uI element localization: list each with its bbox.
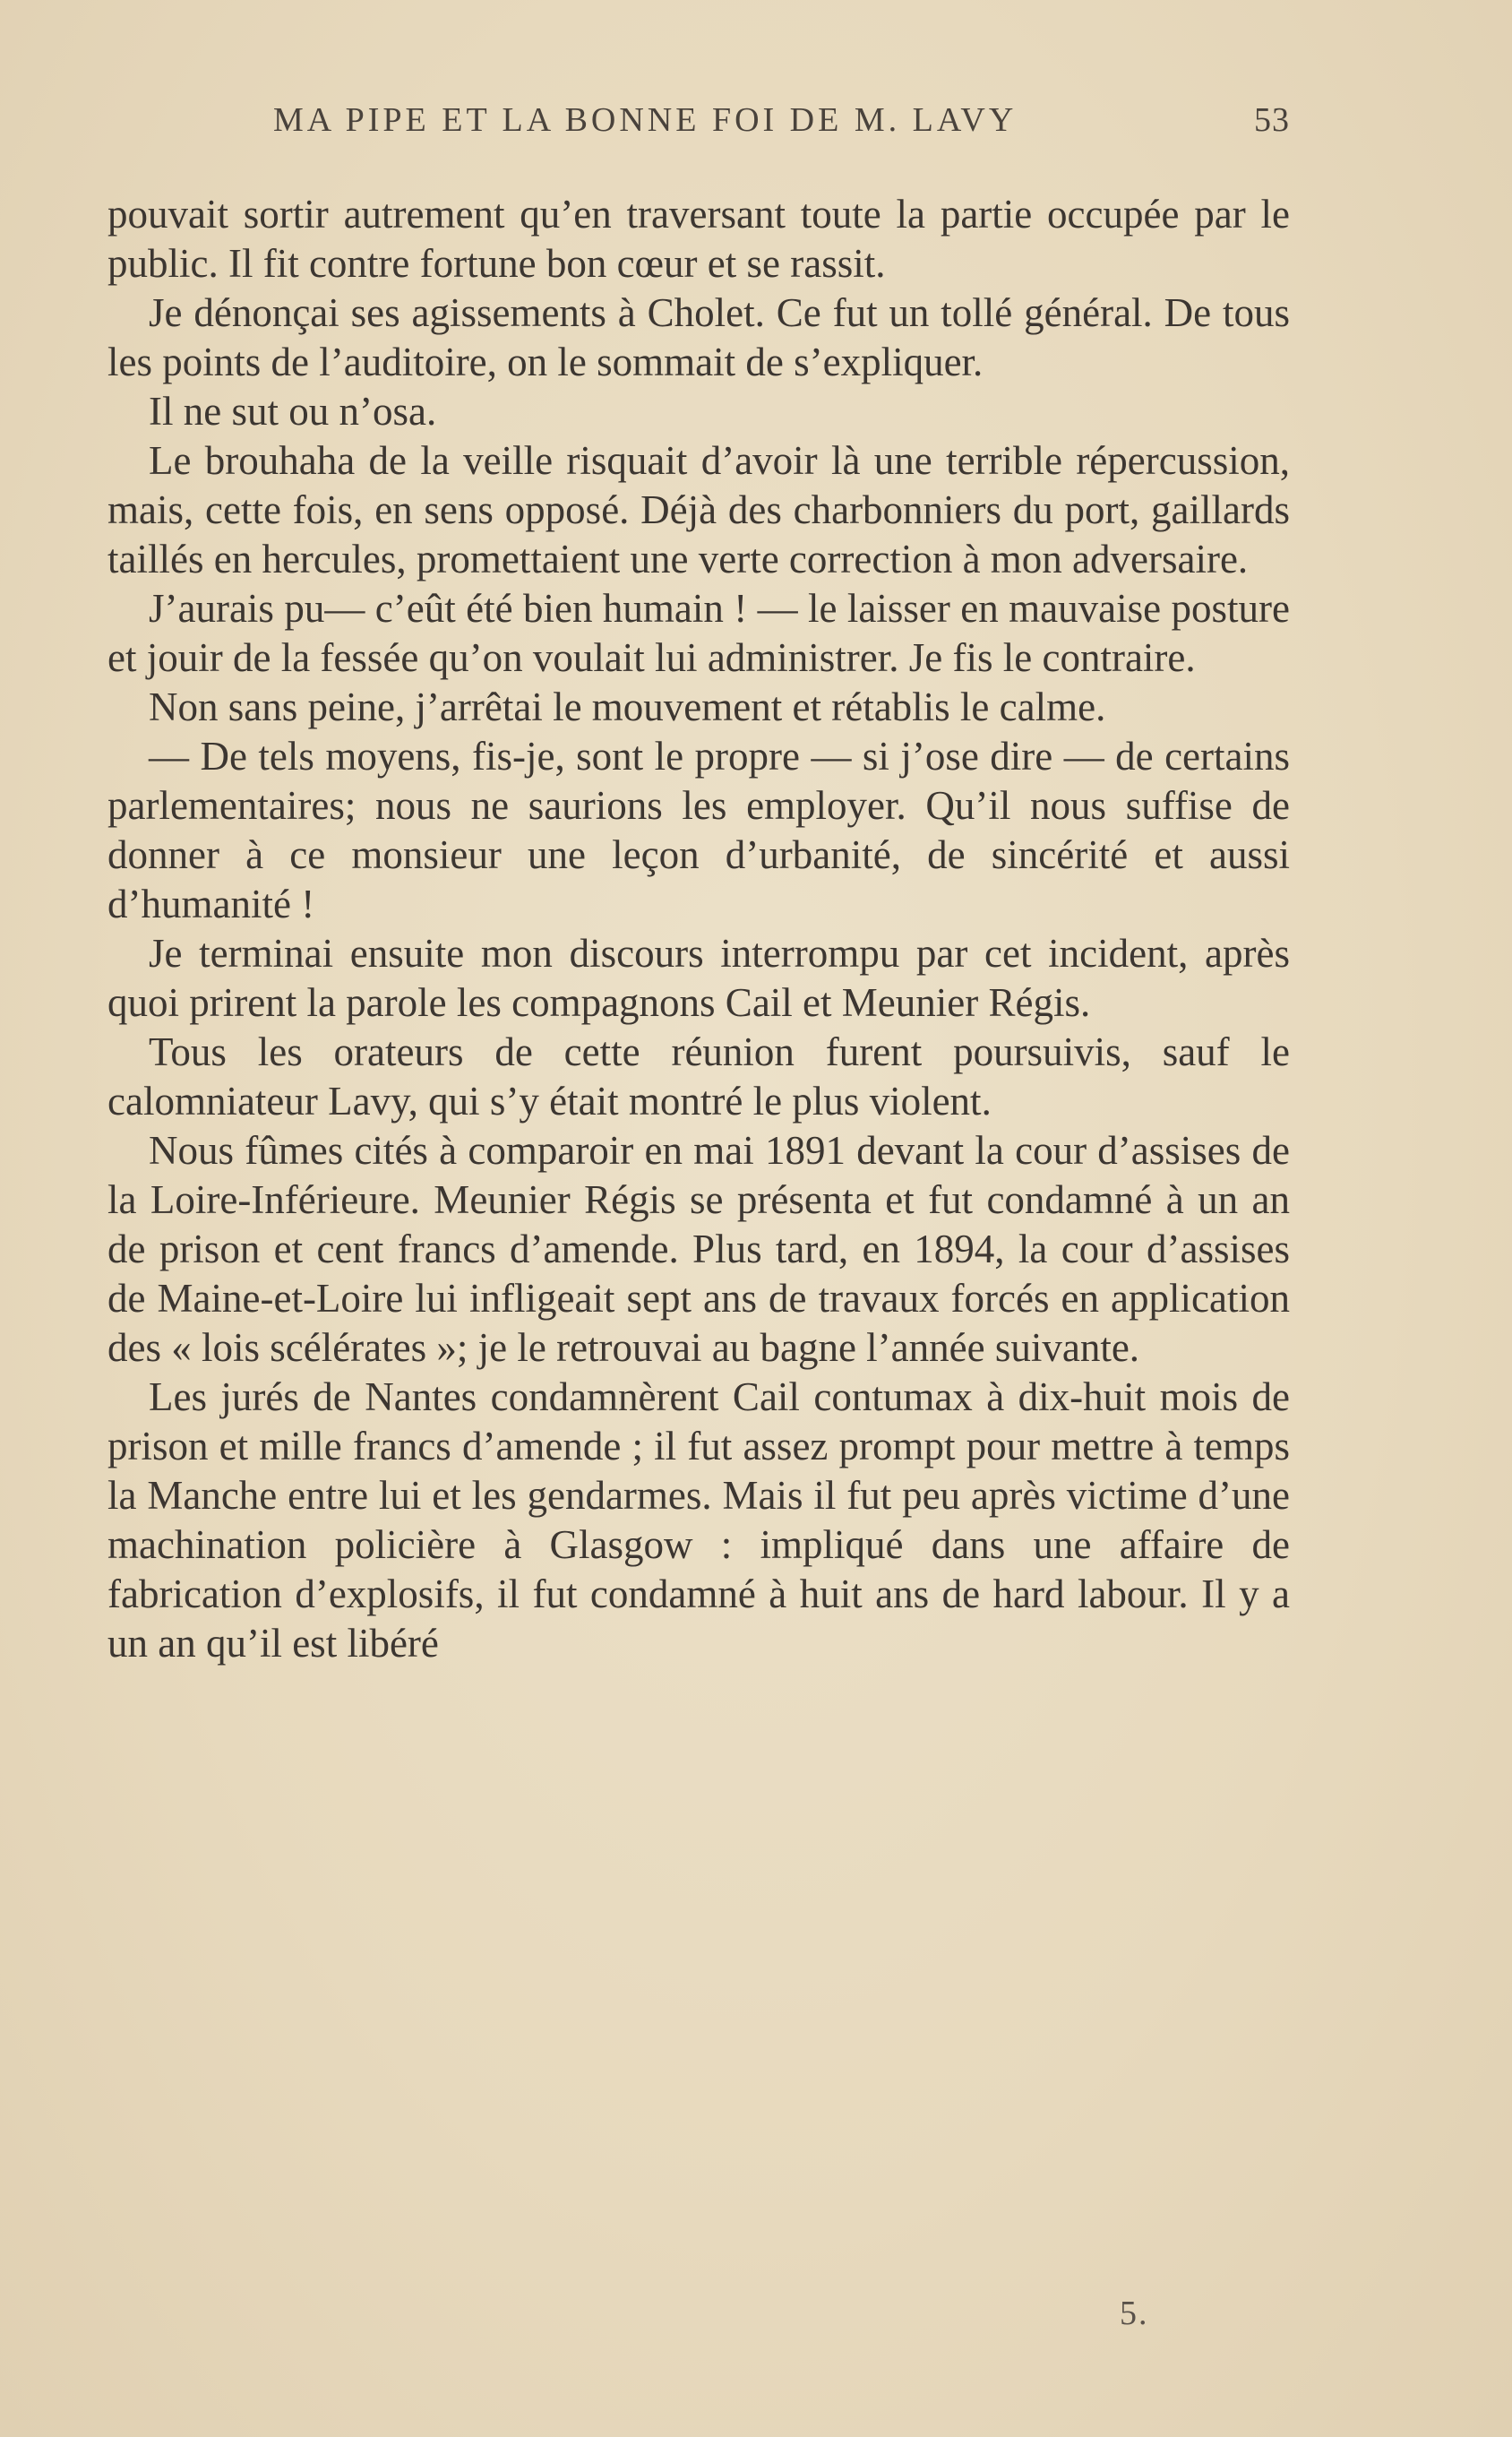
- paragraph: Le brouhaha de la veille risquait d’avoir là une terrible répercussion, mais, cette fois, en sens opposé. Déjà des charbonniers du port, gaillards taillés en hercules, promettaient une verte correction à mon adversaire.: [107, 438, 1290, 581]
- paragraph: Nous fûmes cités à comparoir en mai 1891 devant la cour d’assises de la Loire-Inférieure. Meunier Régis se présenta et fut condamné à un an de prison et cent francs d’amende. Plus tard, en 1894, la cour d’assises de Maine-et-Loire lui infligeait sept ans de travaux forcés en application des « lois scélérates »; je le retrouvai au bagne l’année suivante.: [107, 1128, 1290, 1370]
- paragraph: pouvait sortir autrement qu’en traversant toute la partie occupée par le public. Il fit contre fortune bon cœur et se rassit.: [107, 192, 1290, 286]
- paragraph: Tous les orateurs de cette réunion furent poursuivis, sauf le calomniateur Lavy, qui s’y était montré le plus violent.: [107, 1029, 1290, 1124]
- page-number: 53: [1254, 101, 1290, 139]
- paragraph: J’aurais pu— c’eût été bien humain ! — le laisser en mauvaise posture et jouir de la fessée qu’on voulait lui administrer. Je fis le contraire.: [107, 586, 1290, 680]
- paragraph: Non sans peine, j’arrêtai le mouvement et rétablis le calme.: [149, 685, 1106, 729]
- running-header: [107, 100, 1290, 145]
- paragraph: Les jurés de Nantes condamnèrent Cail contumax à dix-huit mois de prison et mille francs d’amende ; il fut assez prompt pour mettre à temps la Manche entre lui et les gendarmes. Mais il fut peu après victime d’une machination policière à Glasgow : impliqué dans une affaire de fabrication d’explosifs, il fut condamné à huit ans de hard labour. Il y a un an qu’il est libéré: [107, 1374, 1290, 1666]
- paragraph: Je dénonçai ses agissements à Cholet. Ce fut un tollé général. De tous les points de l’auditoire, on le sommait de s’expliquer.: [107, 290, 1290, 384]
- paragraph: Je terminai ensuite mon discours interrompu par cet incident, après quoi prirent la parole les compagnons Cail et Meunier Régis.: [107, 931, 1290, 1025]
- paragraph: — De tels moyens, fis-je, sont le propre — si j’ose dire — de certains parlementaires; nous ne saurions les employer. Qu’il nous suffise de donner à ce monsieur une leçon d’urbanité, de sincérité et aussi d’humanité !: [107, 734, 1290, 926]
- running-title: MA PIPE ET LA BONNE FOI DE M. LAVY: [273, 101, 1018, 139]
- paragraph: Il ne sut ou n’osa.: [149, 389, 437, 434]
- signature-mark: 5.: [1120, 2295, 1149, 2332]
- body-text: [107, 190, 1290, 1668]
